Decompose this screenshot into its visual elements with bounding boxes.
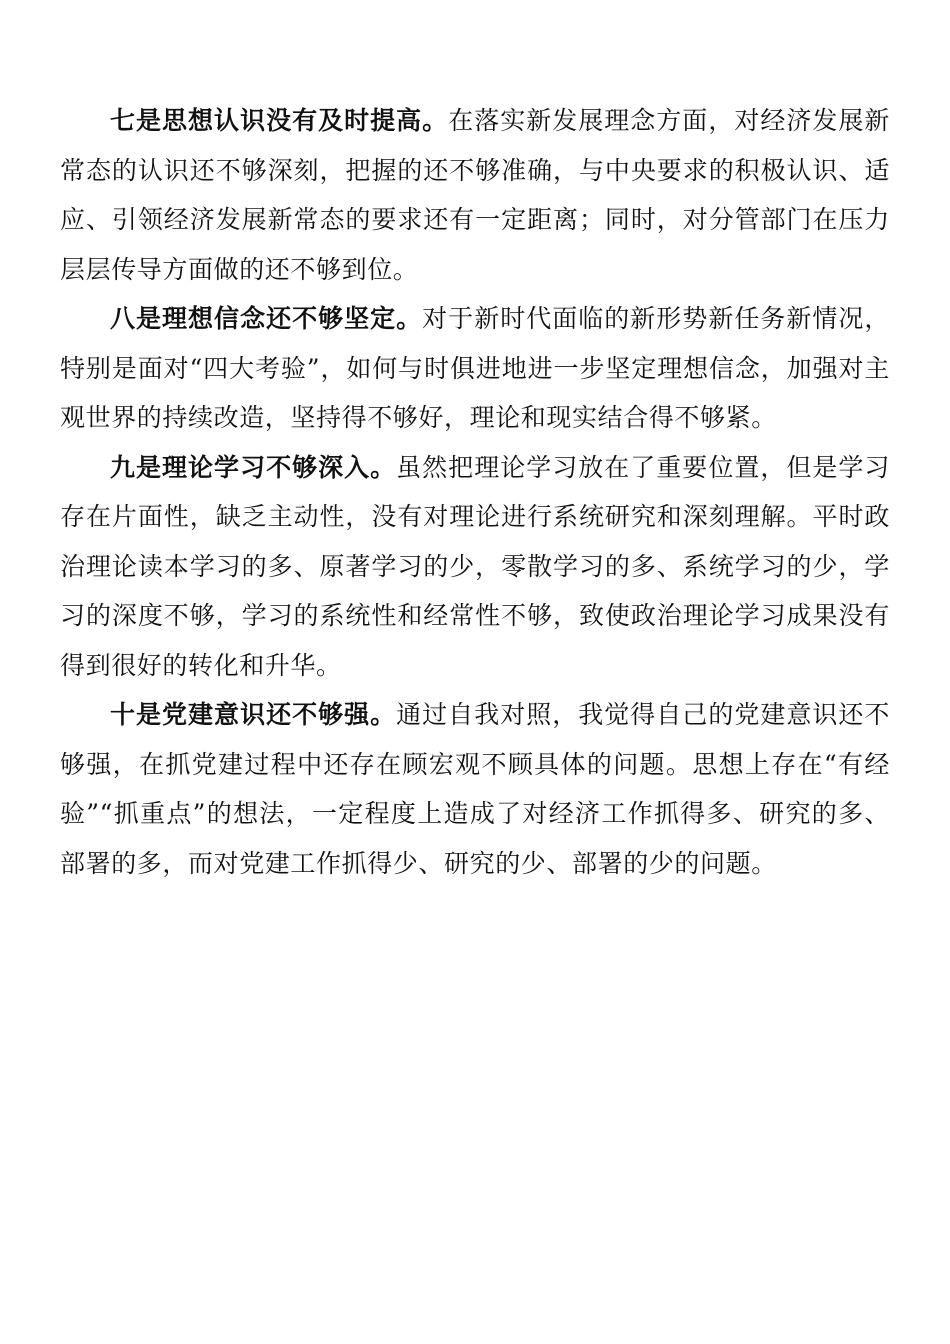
paragraph-body: 在落实新发展理念方面，对经济发展新常态的认识还不够深刻，把握的还不够准确，与中央要求的积极认识、适应、引领经济发展新常态的要求还有一定距离；同时，对分管部门在压力层层传导方面做的还不够到位。: [60, 106, 891, 284]
document-page: [60, 96, 890, 888]
paragraph-heading: 七是思想认识没有及时提高。: [110, 106, 449, 135]
paragraph-heading: 十是党建意识还不够强。: [110, 700, 397, 729]
paragraph-ten: [60, 690, 890, 888]
paragraph-body: 通过自我对照，我觉得自己的党建意识还不够强，在抓党建过程中还存在顾宏观不顾具体的问题。思想上存在“有经验”“抓重点”的想法，一定程度上造成了对经济工作抓得多、研究的多、部署的多，而对党建工作抓得少、研究的少、部署的少的问题。: [60, 700, 890, 878]
paragraph-body: 虽然把理论学习放在了重要位置，但是学习存在片面性，缺乏主动性，没有对理论进行系统研究和深刻理解。平时政治理论读本学习的多、原著学习的少，零散学习的多、系统学习的少，学习的深度不够，学习的系统性和经常性不够，致使政治理论学习成果没有得到很好的转化和升华。: [60, 452, 890, 680]
paragraph-seven: [60, 96, 890, 294]
paragraph-heading: 九是理论学习不够深入。: [110, 452, 397, 482]
paragraph-body: 对于新时代面临的新形势新任务新情况，特别是面对“四大考验”，如何与时俱进地进一步坚定理想信念，加强对主观世界的持续改造，坚持得不够好，理论和现实结合得不够紧。: [60, 304, 890, 432]
paragraph-nine: [60, 443, 890, 691]
paragraph-eight: [60, 294, 890, 443]
paragraph-heading: 八是理想信念还不够坚定。: [110, 304, 423, 333]
